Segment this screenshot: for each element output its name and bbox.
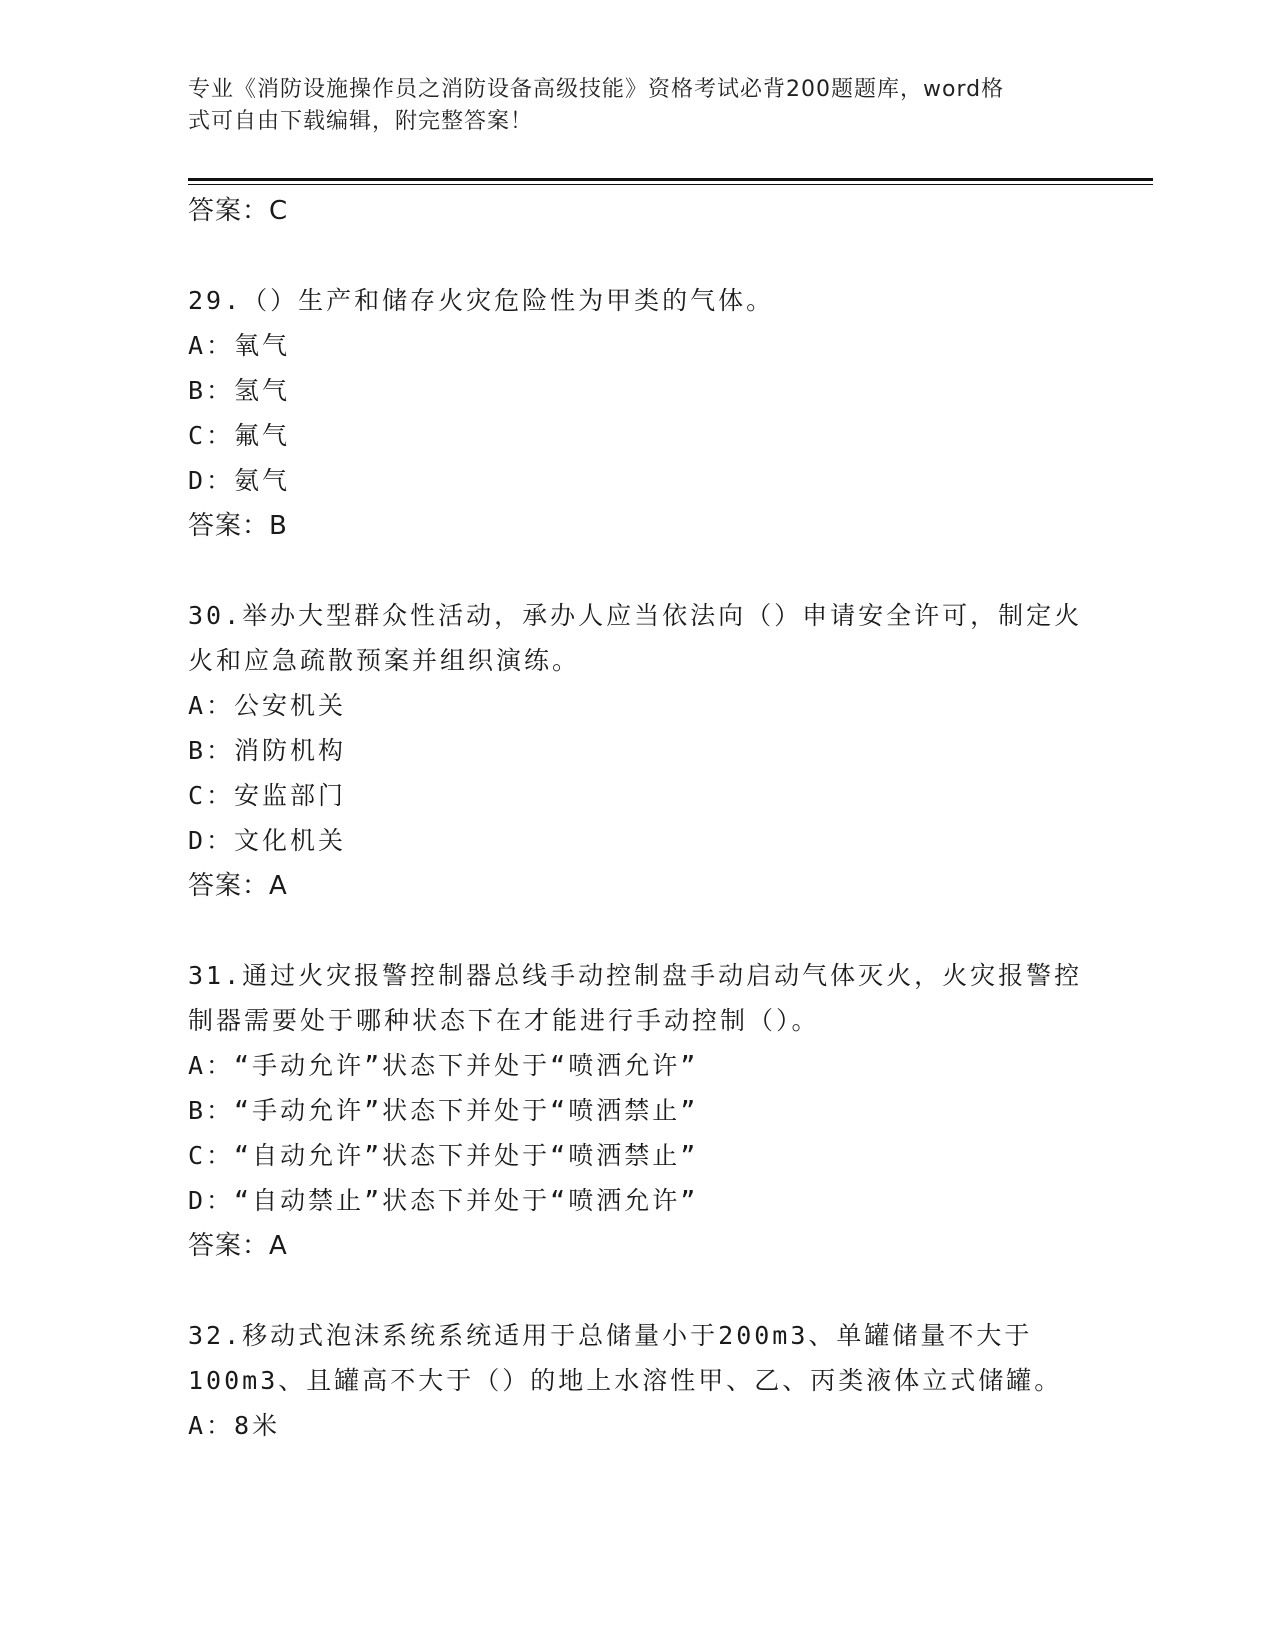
question-stem: 29.（）生产和储存火灾危险性为甲类的气体。 <box>188 286 775 315</box>
option-a: A：8米 <box>188 1411 281 1440</box>
document-header <box>188 74 1068 138</box>
question-stem: 32.移动式泡沫系统系统适用于总储量小于200m3、单罐储量不大于100m3、且罐高不大于（）的地上水溶性甲、乙、丙类液体立式储罐。 <box>188 1321 1063 1395</box>
header-line-2: 式可自由下载编辑，附完整答案！ <box>188 109 534 134</box>
question-block <box>188 1313 1088 1448</box>
question-stem: 31.通过火灾报警控制器总线手动控制盘手动启动气体灭火，火灾报警控制器需要处于哪种状态下在才能进行手动控制（）。 <box>188 961 1083 1035</box>
option-d: D：文化机关 <box>188 826 347 855</box>
spacer <box>188 909 1088 953</box>
header-rule-thin <box>188 184 1153 185</box>
question-block <box>188 953 1088 1269</box>
option-d: D：氨气 <box>188 466 291 495</box>
spacer <box>188 234 1088 278</box>
option-b: B：氢气 <box>188 376 291 405</box>
answer-line: 答案：A <box>188 1231 288 1261</box>
answer-line: 答案：C <box>188 196 289 226</box>
option-a: A：公安机关 <box>188 691 347 720</box>
question-stem: 30.举办大型群众性活动，承办人应当依法向（）申请安全许可，制定火火和应急疏散预案并组织演练。 <box>188 601 1083 675</box>
option-a: A：“手动允许”状态下并处于“喷洒允许” <box>188 1051 699 1080</box>
header-rule-thick <box>188 178 1153 181</box>
question-block <box>188 278 1088 549</box>
option-b: B：消防机构 <box>188 736 347 765</box>
question-block <box>188 593 1088 909</box>
answer-line: 答案：A <box>188 871 288 901</box>
answer-line: 答案：B <box>188 511 288 541</box>
spacer <box>188 549 1088 593</box>
option-c: C：安监部门 <box>188 781 347 810</box>
option-a: A：氧气 <box>188 331 291 360</box>
spacer <box>188 1269 1088 1313</box>
question-list <box>188 188 1088 1448</box>
option-b: B：“手动允许”状态下并处于“喷洒禁止” <box>188 1096 699 1125</box>
option-c: C：氟气 <box>188 421 291 450</box>
header-line-1: 专业《消防设施操作员之消防设备高级技能》资格考试必背200题题库，word格 <box>188 77 1005 102</box>
option-d: D：“自动禁止”状态下并处于“喷洒允许” <box>188 1186 699 1215</box>
option-c: C：“自动允许”状态下并处于“喷洒禁止” <box>188 1141 699 1170</box>
